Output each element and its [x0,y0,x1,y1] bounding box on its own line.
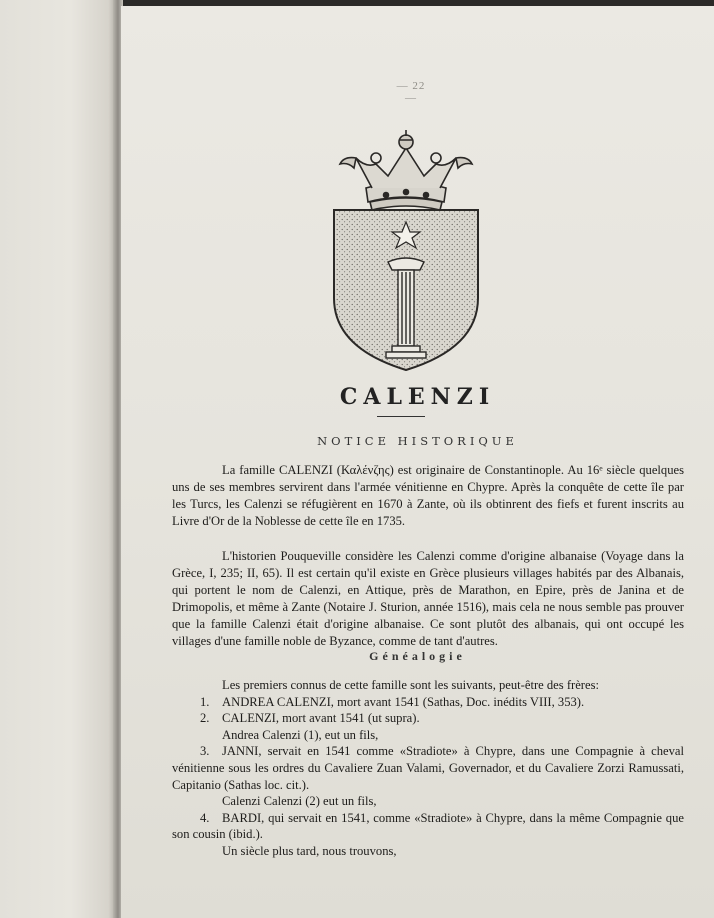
genealogy-entry-3 [172,743,684,793]
page-number: — 22 — [396,80,426,104]
entry-number: 3. [200,744,210,759]
genealogy-entry-4 [172,810,684,843]
entry-text: JANNI, servait en 1541 comme «Stradiote» à Chypre, dans une Compagnie à cheval vénitienne sous les ordres du Cavaliere Zuan Valami, Governador, et du Cavaliere Zorzi Ramussati, Capitanio (Sathas loc. cit.). [172,744,684,792]
genealogy-note-2: Andrea Calenzi (1), eut un fils, [222,727,379,742]
paragraph-text: L'historien Pouqueville considère les Calenzi comme d'origine albanaise (Voyage dans la Grèce, I, 235; II, 65). Il est certain qu'il existe en Grèce plusieurs villages habités par des Albanais, qui portent le nom de Calenzi, en Attique, près de Marathon, en Epire, près de Janina et de Drimopolis, et même à Zante (Notaire J. Sturion, année 1516), mais cela ne nous semble pas prouver que la famille Calenzi était d'origine albanaise. Ce sont plutôt des albanais, qui ont occupé les villages d'une famille noble de Byzance, comme de tant d'autres. [172,549,684,648]
entry-text: BARDI, qui servait en 1541, comme «Stradiote» à Chypre, dans la même Compagnie que son cousin (ibid.). [172,810,684,842]
title-rule [377,416,425,417]
notice-heading: NOTICE HISTORIQUE [317,434,518,448]
genealogy-entry-1 [172,694,684,711]
entry-text: CALENZI, mort avant 1541 (ut supra). [222,711,420,726]
paragraph-1 [172,462,684,530]
entry-number: 4. [200,810,210,825]
entry-number: 2. [200,711,210,726]
crown-icon [340,130,472,210]
genealogy-closing: Un siècle plus tard, nous trouvons, [222,843,397,858]
paragraph-text: La famille CALENZI (Καλένζης) est originaire de Constantinople. Au 16ᵉ siècle quelques uns de ses membres servirent dans l'armée vénitienne en Chypre. Après la conquête de cette île par les Turcs, les Calenzi se réfugièrent en 1670 à Zante, où ils obtinrent des fiefs et furent inscrits au Livre d'Or de la Noblesse de cette île en 1735. [172,463,684,528]
genealogy-entry-2 [172,710,684,727]
genealogy-heading: Généalogie [369,649,466,663]
left-page [0,0,118,918]
genealogy-note-3: Calenzi Calenzi (2) eut un fils, [222,794,377,809]
paragraph-2 [172,548,684,650]
genealogy-intro: Les premiers connus de cette famille sont les suivants, peut-être des frères: [222,678,599,692]
entry-text: ANDREA CALENZI, mort avant 1541 (Sathas, Doc. inédits VIII, 353). [222,694,585,709]
right-page [121,6,714,918]
coat-of-arms-crest-icon [326,118,486,378]
entry-number: 1. [200,694,210,709]
genealogy-list [172,677,684,860]
family-title: CALENZI [339,384,496,410]
